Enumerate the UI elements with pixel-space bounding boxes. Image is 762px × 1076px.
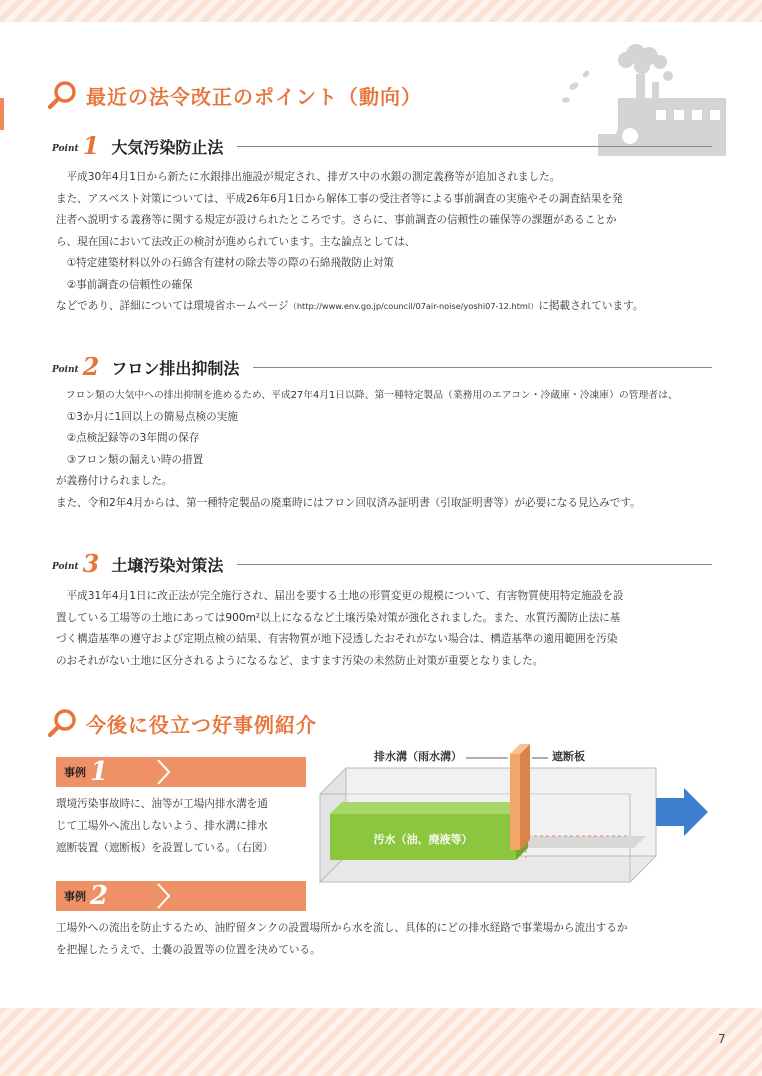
body-line: また、令和2年4月からは、第一種特定製品の廃棄時にはフロン回収済み証明書（引取証明書等）が必要になる見込みです。 xyxy=(56,496,641,509)
left-edge-tab xyxy=(0,98,4,130)
point-title: 土壌汚染対策法 xyxy=(111,555,224,575)
body-line: 平成30年4月1日から新たに水銀排出施設が規定され、排ガス中の水銀の測定義務等が追加されました。 xyxy=(56,171,561,183)
point-label: Point xyxy=(52,562,79,572)
body-line: 注者へ説明する義務等に関する規定が設けられたところです。さらに、事前調査の信頼性の確保等の課題があることか xyxy=(56,214,617,226)
point-label: Point xyxy=(52,365,79,375)
case-label: 事例 xyxy=(64,890,86,903)
point-3-body xyxy=(56,586,716,672)
body-line: を把握したうえで、土嚢の設置等の位置を決めている。 xyxy=(56,944,321,956)
heading-rule xyxy=(237,564,712,565)
top-stripe-band xyxy=(0,0,762,22)
heading-rule xyxy=(237,146,712,147)
body-text-segment: などであり、詳細については環境省ホームページ xyxy=(56,300,289,312)
body-line: が義務付けられました。 xyxy=(56,475,173,487)
case-2-header-bar xyxy=(56,881,306,911)
page-number: 7 xyxy=(718,1032,726,1046)
point-number: 3 xyxy=(82,549,100,578)
drain-shutoff-diagram xyxy=(316,736,716,886)
body-line: ①3か月に1回以上の簡易点検の実施 xyxy=(56,410,238,423)
diagram-label-channel: 排水溝（雨水溝） xyxy=(374,750,462,763)
body-line: のおそれがない土地に区分されるようになるなど、ますます汚染の未然防止対策が重要となりました。 xyxy=(56,654,544,667)
body-line: 置している工場等の土地にあっては900m²以上になるなど土壌汚染対策が強化されました。また、水質汚濁防止法に基 xyxy=(56,611,621,624)
point-title: フロン排出抑制法 xyxy=(111,358,240,378)
point-number: 2 xyxy=(82,352,100,381)
body-text-segment: に掲載されています。 xyxy=(538,300,644,312)
body-line: 環境汚染事故時に、油等が工場内排水溝を通 xyxy=(56,798,268,810)
point-1-body xyxy=(56,167,716,318)
point-2-body xyxy=(56,385,716,514)
chevron-right-icon xyxy=(154,881,174,911)
body-line: 遮断装置（遮断板）を設置している。（右図） xyxy=(56,842,274,854)
body-line: また、アスベスト対策については、平成26年6月1日から解体工事の受注者等による事前調査の実施やその調査結果を発 xyxy=(56,192,623,205)
search-icon xyxy=(46,78,80,112)
section-title-recent-law-revisions xyxy=(46,78,422,112)
ministry-url-link[interactable]: （http://www.env.go.jp/council/07air-noise/yoshi07-12.html） xyxy=(288,301,539,311)
point-number: 1 xyxy=(82,131,100,160)
case-number: 1 xyxy=(90,757,109,787)
body-line: じて工場外へ流出しないよう、排水溝に排水 xyxy=(56,820,268,832)
section-title-good-practices xyxy=(46,706,317,740)
point-3-heading xyxy=(52,549,712,579)
body-line: づく構造基準の遵守および定期点検の結果、有害物質が地下浸透したおそれがない場合は、構造基準の適用範囲を汚染 xyxy=(56,633,618,645)
point-label: Point xyxy=(52,144,79,154)
body-line: 平成31年4月1日に改正法が完全施行され、届出を要する土地の形質変更の規模について、有害物質使用特定施設を設 xyxy=(56,590,624,602)
point-2-heading xyxy=(52,352,712,382)
section-title-text: 最近の法令改正のポイント（動向） xyxy=(86,84,422,109)
body-line: フロン類の大気中への排出抑制を進めるため、平成27年4月1日以降、第一種特定製品（業務用のエアコン・冷蔵庫・冷凍庫）の管理者は、 xyxy=(56,390,678,401)
body-line: ①特定建築材料以外の石綿含有建材の除去等の際の石綿飛散防止対策 xyxy=(56,257,394,269)
diagram-label-sewage: 汚水（油、廃液等） xyxy=(373,833,473,846)
diagram-label-board: 遮断板 xyxy=(552,750,585,763)
case-1-header-bar xyxy=(56,757,306,787)
body-line: ら、現在国において法改正の検討が進められています。主な論点としては、 xyxy=(56,235,416,248)
section-title-text: 今後に役立つ好事例紹介 xyxy=(86,712,317,737)
body-line: 工場外への流出を防止するため、油貯留タンクの設置場所から水を流し、具体的にどの排水経路で事業場から流出するか xyxy=(56,922,628,934)
body-line: ③フロン類の漏えい時の措置 xyxy=(56,453,204,466)
case-1-body xyxy=(56,793,316,859)
bottom-stripe-band xyxy=(0,1008,762,1076)
body-line: ②点検記録等の3年間の保存 xyxy=(56,432,200,444)
case-number: 2 xyxy=(90,881,109,911)
heading-rule xyxy=(253,367,712,368)
case-label: 事例 xyxy=(64,766,86,779)
chevron-right-icon xyxy=(154,757,174,787)
point-1-heading xyxy=(52,131,712,161)
search-icon xyxy=(46,706,80,740)
body-line-with-url xyxy=(56,296,716,318)
case-2-body xyxy=(56,917,716,961)
body-line: ②事前調査の信頼性の確保 xyxy=(56,278,193,291)
point-title: 大気汚染防止法 xyxy=(111,137,224,157)
